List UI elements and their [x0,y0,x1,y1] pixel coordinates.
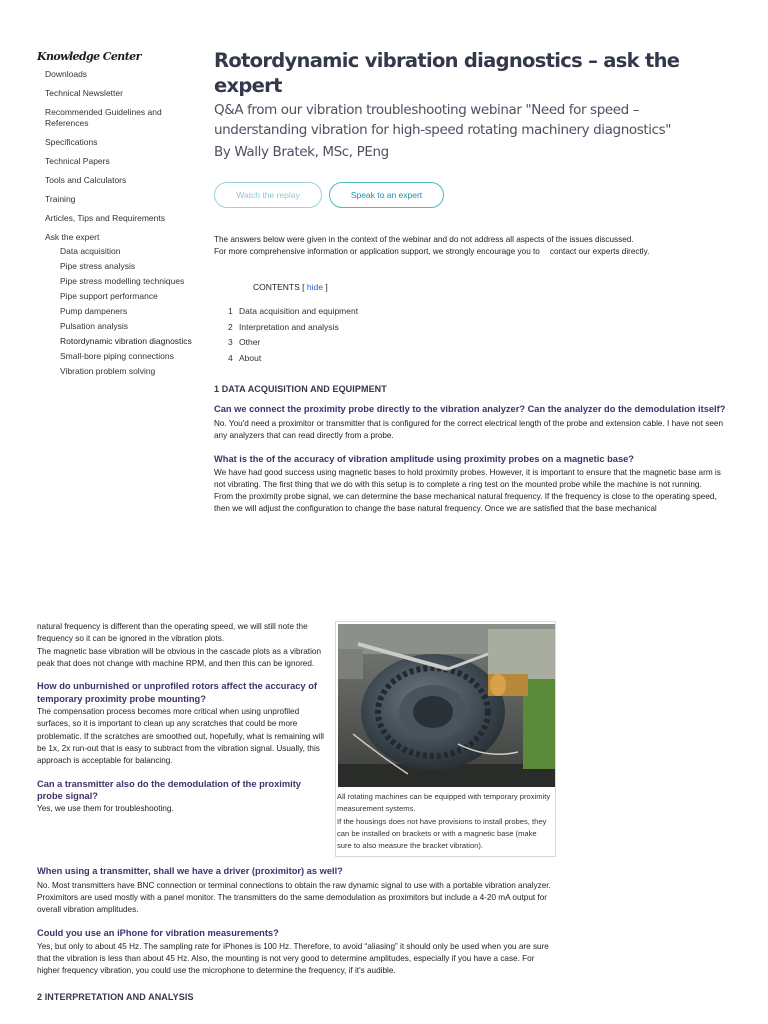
speak-to-expert-button[interactable]: Speak to an expert [329,182,444,208]
sidebar-item-technical-papers[interactable]: Technical Papers [45,156,110,166]
question: When using a transmitter, shall we have a driver (proximitor) as well? [37,866,343,876]
answer: No. Most transmitters have BNC connection or terminal connections to obtain the raw dynamic signal to use with a portable vibration analyzer. Proximitors are used mostly with a panel monitor. The transmitters do the same demodulation as proximitors but include a 4-20 mA output for overall vibration amplitudes. [37,880,551,915]
caption-line-1: All rotating machines can be equipped with temporary proximity measurement systems. [337,792,551,814]
table-of-contents [214,282,734,366]
section-data-acquisition-continued [37,621,327,815]
intro-text [214,234,734,257]
sidebar-item-downloads[interactable]: Downloads [45,69,88,79]
page-subtitle: Q&A from our vibration troubleshooting webinar "Need for speed – understanding vibration for high-speed rotating machinery diagnostics" [214,102,672,138]
answer: We have had good success using magnetic bases to hold proximity probes. However, it is important to ensure that the magnetic base arm is not vibrating. The first thing that we do with this setup is to complete a ring test on the mounted probe while the machine is not running. [214,467,721,489]
sidebar-item-specifications[interactable]: Specifications [45,137,98,147]
toc-close-bracket: ] [325,282,328,292]
question: Could you use an iPhone for vibration measurements? [37,928,279,939]
question: How do unburnished or unprofiled rotors affect the accuracy of temporary proximity probe mounting? [37,681,317,704]
toc-hide-link[interactable]: hide [306,282,323,292]
toc-list [214,304,734,366]
sidebar-subitem-pulsation-analysis[interactable]: Pulsation analysis [60,321,129,331]
sidebar-sublist [45,246,202,377]
toc-item[interactable] [228,320,734,336]
section-data-acquisition [214,384,734,516]
toc-item-number: 3 [228,337,233,347]
toc-item[interactable] [228,335,734,351]
article-header [214,48,734,366]
toc-item-label[interactable]: About [239,352,262,363]
rotating-machine-photo [338,624,555,787]
sidebar-subitem-small-bore[interactable]: Small-bore piping connections [60,351,174,361]
sidebar-subitem-pipe-support[interactable]: Pipe support performance [60,291,158,301]
toc-item-number: 4 [228,352,233,363]
sidebar-item-ask-the-expert-label[interactable]: Ask the expert [45,232,100,242]
action-buttons [214,182,734,208]
page-title: Rotordynamic vibration diagnostics – ask the expert [214,49,680,97]
sidebar-subitem-pipe-stress-modelling[interactable]: Pipe stress modelling techniques [60,276,185,286]
toc-heading [253,282,734,292]
answer: Yes, but only to about 45 Hz. The sampling rate for iPhones is 100 Hz. Therefore, to avoid “aliasing” it should only be used when you are sure that the vibration is less than about 45 Hz. Also, the mounting is not very good to determine amplitudes, especially if you have a case. For higher frequency vibration, you could use the microphone to determine the frequency, if it's audible. [37,941,549,976]
sidebar-list [37,69,202,377]
answer: natural frequency is different than the operating speed, we will still note the frequency so it can be ignored in the vibration plots. [37,622,308,644]
intro-line-2 [214,246,734,258]
question: Can we connect the proximity probe directly to the vibration analyzer? Can the analyzer do the demodulation itself? [214,404,726,414]
toc-item[interactable] [228,351,734,367]
caption-line-2: If the housings does not have provisions to install probes, they can be installed on brackets or with a magnetic base (make sure to also measure the bracket vibration). [337,816,547,851]
toc-item[interactable] [228,304,734,320]
sidebar-subitem-pipe-stress-analysis[interactable]: Pipe stress analysis [60,261,136,271]
contact-experts-link[interactable]: contact our experts directly. [549,246,650,256]
answer: The compensation process becomes more critical when using unprofiled surfaces, so it is important to clean up any scratches that could be more problematic. If the scratches are smoothed out, hopefully, what is remaining will be 1x, 2x run-out that is easy to subtract from the vibration signal. Usually, this approach is acceptable for balancing. [37,707,325,766]
answer: Yes, we use them for troubleshooting. [37,803,174,813]
figure-caption [336,791,552,852]
sidebar-subitem-rotordynamic[interactable]: Rotordynamic vibration diagnostics [60,336,192,346]
section-data-acquisition-end [37,865,557,1002]
answer: The magnetic base vibration will be obvious in the cascade plots as a vibration peak that does not change with machine RPM, and then this can be ignored. [37,646,321,668]
sidebar-subitem-data-acquisition[interactable]: Data acquisition [60,246,121,256]
sidebar-item-recommended-guidelines[interactable]: Recommended Guidelines and References [45,107,162,128]
sidebar-item-technical-newsletter[interactable]: Technical Newsletter [45,88,123,98]
machine-figure [335,621,556,857]
toc-item-label[interactable]: Interpretation and analysis [239,321,339,332]
sidebar-subitem-vibration-problem[interactable]: Vibration problem solving [60,366,156,376]
toc-item-label[interactable]: Other [239,337,261,347]
sidebar-item-articles[interactable]: Articles, Tips and Requirements [45,213,165,223]
sidebar-item-training[interactable]: Training [45,194,76,204]
answer: From the proximity probe signal, we can determine the base mechanical natural frequency. If the frequency is close to the operating speed, then we will adjust the configuration to change the base natural frequency. Once we are satisfied that the base mechanical [214,492,717,514]
section-heading: 2 INTERPRETATION AND ANALYSIS [37,991,194,1002]
sidebar-title[interactable]: Knowledge Center [37,50,141,63]
byline: By Wally Bratek, MSc, PEng [214,144,389,160]
question: What is the of the accuracy of vibration amplitude using proximity probes on a magnetic base? [214,454,634,465]
knowledge-center-sidebar [37,50,202,385]
toc-item-label[interactable]: Data acquisition and equipment [239,306,359,316]
intro-line-1: The answers below were given in the context of the webinar and do not address all aspects of the issues discussed. [214,235,634,244]
question: Can a transmitter also do the demodulation of the proximity probe signal? [37,778,301,802]
intro-line-2-text: For more comprehensive information or application support, we strongly encourage you to [214,246,540,256]
section-heading: 1 DATA ACQUISITION AND EQUIPMENT [214,384,387,394]
toc-item-number: 2 [228,321,233,332]
watch-replay-button[interactable]: Watch the replay [214,182,322,208]
answer: No. You'd need a proximitor or transmitter that is configured for the correct electrical length of the probe and extension cable. I have not seen any analyzers that can read directly from a probe. [214,418,724,440]
sidebar-subitem-pump-dampeners[interactable]: Pump dampeners [60,306,128,316]
sidebar-item-tools-calculators[interactable]: Tools and Calculators [45,175,127,185]
sidebar-item-ask-the-expert [45,232,202,377]
toc-label: CONTENTS [ [253,282,305,292]
toc-item-number: 1 [228,306,233,316]
